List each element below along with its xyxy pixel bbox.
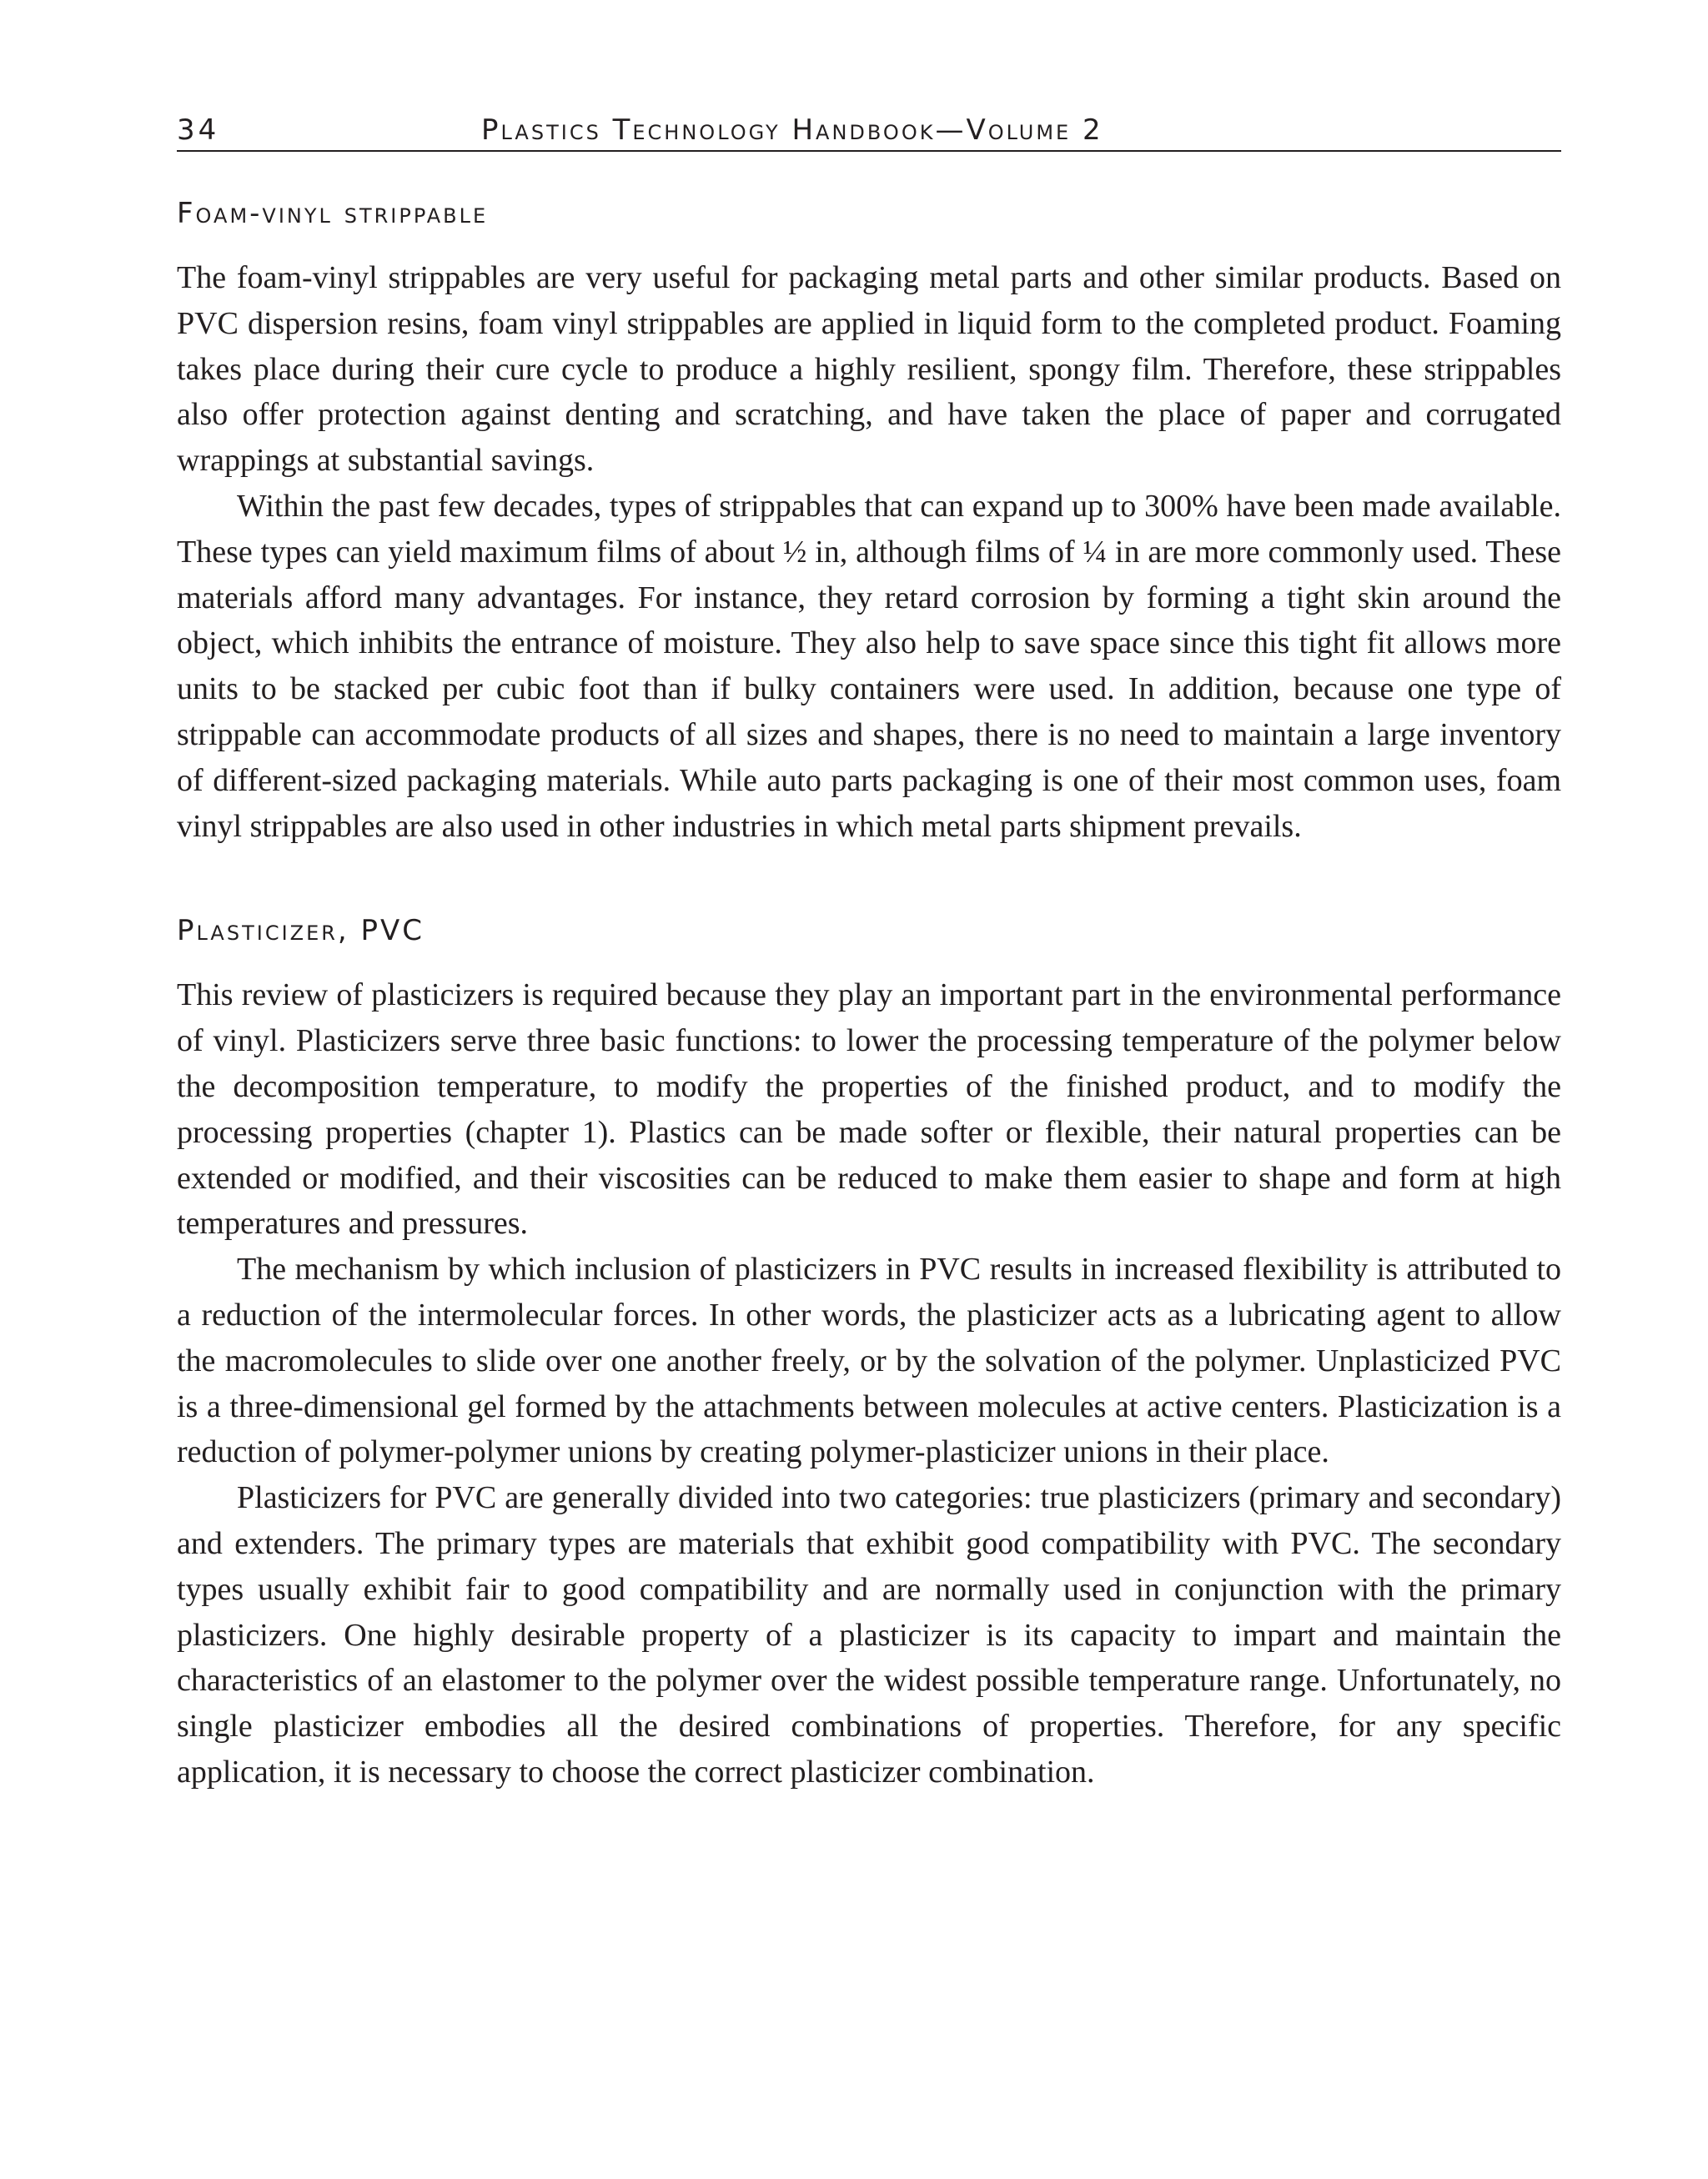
section-heading-plasticizer-pvc: Plasticizer, PVC xyxy=(177,914,425,948)
section-body-foam-vinyl-strippable xyxy=(177,255,1561,849)
section-body-plasticizer-pvc xyxy=(177,972,1561,1795)
running-head xyxy=(177,113,1561,152)
section-heading-foam-vinyl-strippable: Foam-vinyl strippable xyxy=(177,197,489,230)
book-page xyxy=(177,113,1561,1795)
paragraph: Plasticizers for PVC are generally divided into two categories: true plasticizers (primary and secondary) and extenders. The primary types are materials that exhibit good compatibility with PVC. The secondary types usually exhibit fair to good compatibility and are normally used in conjunction with the primary plasticizers. One highly desirable property of a plasticizer is its capacity to impart and maintain the characteristics of an elastomer to the polymer over the widest possible temperature range. Unfortunately, no single plasticizer embodies all the desired combinations of properties. Therefore, for any specific application, it is necessary to choose the correct plasticizer combination. xyxy=(177,1480,1561,1790)
page-number: 34 xyxy=(177,113,220,147)
paragraph: The foam-vinyl strippables are very useful for packaging metal parts and other similar products. Based on PVC dispersion resins, foam vinyl strippables are applied in liquid form to the completed product. Foaming takes place during their cure cycle to produce a highly resilient, spongy film. Therefore, these strippables also offer protection against denting and scratching, and have taken the place of paper and corrugated wrappings at substantial savings. xyxy=(177,260,1561,479)
paragraph: This review of plasticizers is required because they play an important part in the environmental performance of vinyl. Plasticizers serve three basic functions: to lower the processing temperature of the polymer below the decomposition temperature, to modify the properties of the finished product, and to modify the processing properties (chapter 1). Plastics can be made softer or flexible, their natural properties can be extended or modified, and their viscosities can be reduced to make them easier to shape and form at high temperatures and pressures. xyxy=(177,977,1561,1242)
paragraph: The mechanism by which inclusion of plasticizers in PVC results in increased flexibility is attributed to a reduction of the intermolecular forces. In other words, the plasticizer acts as a lubricating agent to allow the macromolecules to slide over one another freely, or by the solvation of the polymer. Unplasticized PVC is a three-dimensional gel formed by the attachments between molecules at active centers. Plasticization is a reduction of polymer-polymer unions by creating polymer-plasticizer unions in their place. xyxy=(177,1252,1561,1470)
book-title: Plastics Technology Handbook—Volume 2 xyxy=(481,113,1103,147)
paragraph: Within the past few decades, types of strippables that can expand up to 300% have been made available. These types can yield maximum films of about ½ in, although films of ¼ in are more commonly used. These materials afford many advantages. For instance, they retard corrosion by forming a tight skin around the object, which inhibits the entrance of moisture. They also help to save space since this tight fit allows more units to be stacked per cubic foot than if bulky containers were used. In addition, because one type of strippable can accommodate products of all sizes and shapes, there is no need to maintain a large inventory of different-sized packaging materials. While auto parts packaging is one of their most common uses, foam vinyl strippables are also used in other industries in which metal parts shipment prevails. xyxy=(177,488,1561,844)
